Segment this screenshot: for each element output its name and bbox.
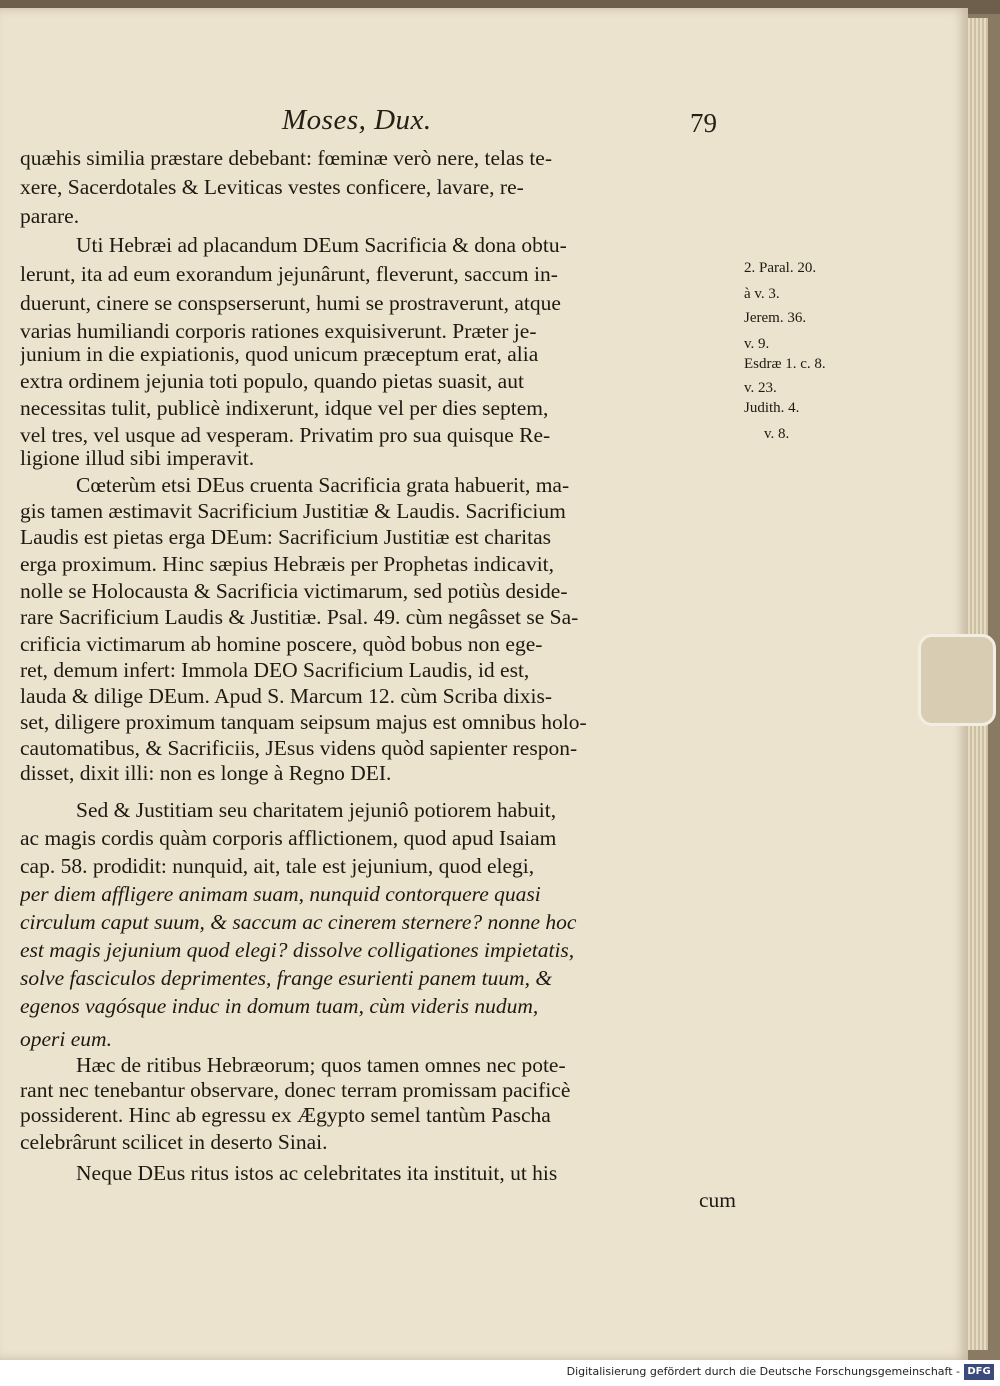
text-line: ret, demum infert: Immola DEO Sacrificium Laudis, id est, <box>20 658 530 682</box>
text-line: crificia victimarum ab homine poscere, quòd bobus non ege- <box>20 632 543 656</box>
text-line: nolle se Holocausta & Sacrificia victimarum, sed potiùs deside- <box>20 579 568 603</box>
text-line: gis tamen æstimavit Sacrificium Justitiæ & Laudis. Sacrificium <box>20 499 566 523</box>
text-line: cap. 58. prodidit: nunquid, ait, tale est jejunium, quod elegi, <box>20 854 535 878</box>
text-line: junium in die expiationis, quod unicum præceptum erat, alia <box>20 342 539 366</box>
text-line: necessitas tulit, publicè indixerunt, idque vel per dies septem, <box>20 396 549 420</box>
text-line: duerunt, cinere se conspserserunt, humi se prostraverunt, atque <box>20 291 561 315</box>
text-line: rant nec tenebantur observare, donec terram promissam pacificè <box>20 1078 571 1102</box>
text-line: erga proximum. Hinc sæpius Hebræis per Prophetas indicavit, <box>20 552 555 576</box>
text-line: xere, Sacerdotales & Leviticas vestes conficere, lavare, re- <box>20 175 524 199</box>
text-line: ac magis cordis quàm corporis afflictionem, quod apud Isaiam <box>20 826 557 850</box>
digitization-footer <box>0 1360 1000 1386</box>
text-line: operi eum. <box>20 1027 112 1051</box>
text-line: ligione illud sibi imperavit. <box>20 446 255 470</box>
catchword: cum <box>698 1188 736 1212</box>
text-line: rare Sacrificium Laudis & Justitiæ. Psal. 49. cùm negâsset se Sa- <box>20 605 579 629</box>
margin-note: v. 8. <box>764 426 790 442</box>
text-line: est magis jejunium quod elegi? dissolve colligationes impietatis, <box>20 938 575 962</box>
margin-note: v. 9. <box>744 336 770 352</box>
text-line: vel tres, vel usque ad vesperam. Privatim pro sua quisque Re- <box>20 423 551 447</box>
margin-note: à v. 3. <box>744 286 780 302</box>
text-line: circulum caput suum, & saccum ac cinerem sternere? nonne hoc <box>20 910 577 934</box>
margin-note: 2. Paral. 20. <box>744 260 817 276</box>
dfg-logo: DFG <box>964 1364 994 1380</box>
margin-note: Esdræ 1. c. 8. <box>744 356 826 372</box>
text-line: lerunt, ita ad eum exorandum jejunârunt, fleverunt, saccum in- <box>20 262 558 286</box>
text-line: possiderent. Hinc ab egressu ex Ægypto semel tantùm Pascha <box>20 1103 551 1127</box>
text-line: egenos vagósque induc in domum tuam, cùm videris nudum, <box>20 994 539 1018</box>
text-line: celebrârunt scilicet in deserto Sinai. <box>20 1130 328 1154</box>
funding-credit: Digitalisierung gefördert durch die Deutsche Forschungsgemeinschaft - <box>566 1365 960 1378</box>
text-line: Hæc de ritibus Hebræorum; quos tamen omnes nec pote- <box>76 1053 566 1077</box>
text-line: parare. <box>20 204 80 228</box>
margin-note: v. 23. <box>744 380 777 396</box>
text-line: lauda & dilige DEum. Apud S. Marcum 12. cùm Scriba dixis- <box>20 684 553 708</box>
text-line: varias humiliandi corporis rationes exquisiverunt. Præter je- <box>20 319 537 343</box>
text-line: cautomatibus, & Sacrificiis, JEsus videns quòd sapienter respon- <box>20 736 578 760</box>
text-line: Cœterùm etsi DEus cruenta Sacrificia grata habuerit, ma- <box>76 473 570 497</box>
text-line: quæhis similia præstare debebant: fœminæ verò nere, telas te- <box>20 146 552 170</box>
running-head: Moses, Dux. <box>282 104 432 136</box>
text-line: solve fasciculos deprimentes, frange esurienti panem tuum, & <box>20 966 553 990</box>
page-number: 79 <box>690 108 717 138</box>
text-line: per diem affligere animam suam, nunquid contorquere quasi <box>20 882 541 906</box>
text-line: Sed & Justitiam seu charitatem jejuniô potiorem habuit, <box>76 798 557 822</box>
margin-note: Judith. 4. <box>744 400 800 416</box>
text-line: disset, dixit illi: non es longe à Regno DEI. <box>20 761 392 785</box>
text-line: Uti Hebræi ad placandum DEum Sacrificia & dona obtu- <box>76 233 567 257</box>
text-line: Laudis est pietas erga DEum: Sacrificium Justitiæ est charitas <box>20 525 552 549</box>
text-line: extra ordinem jejunia toti populo, quando pietas suasit, aut <box>20 369 524 393</box>
margin-note: Jerem. 36. <box>744 310 807 326</box>
text-line: Neque DEus ritus istos ac celebritates ita instituit, ut his <box>76 1161 558 1185</box>
text-line: set, diligere proximum tanquam seipsum majus est omnibus holo- <box>20 710 587 734</box>
